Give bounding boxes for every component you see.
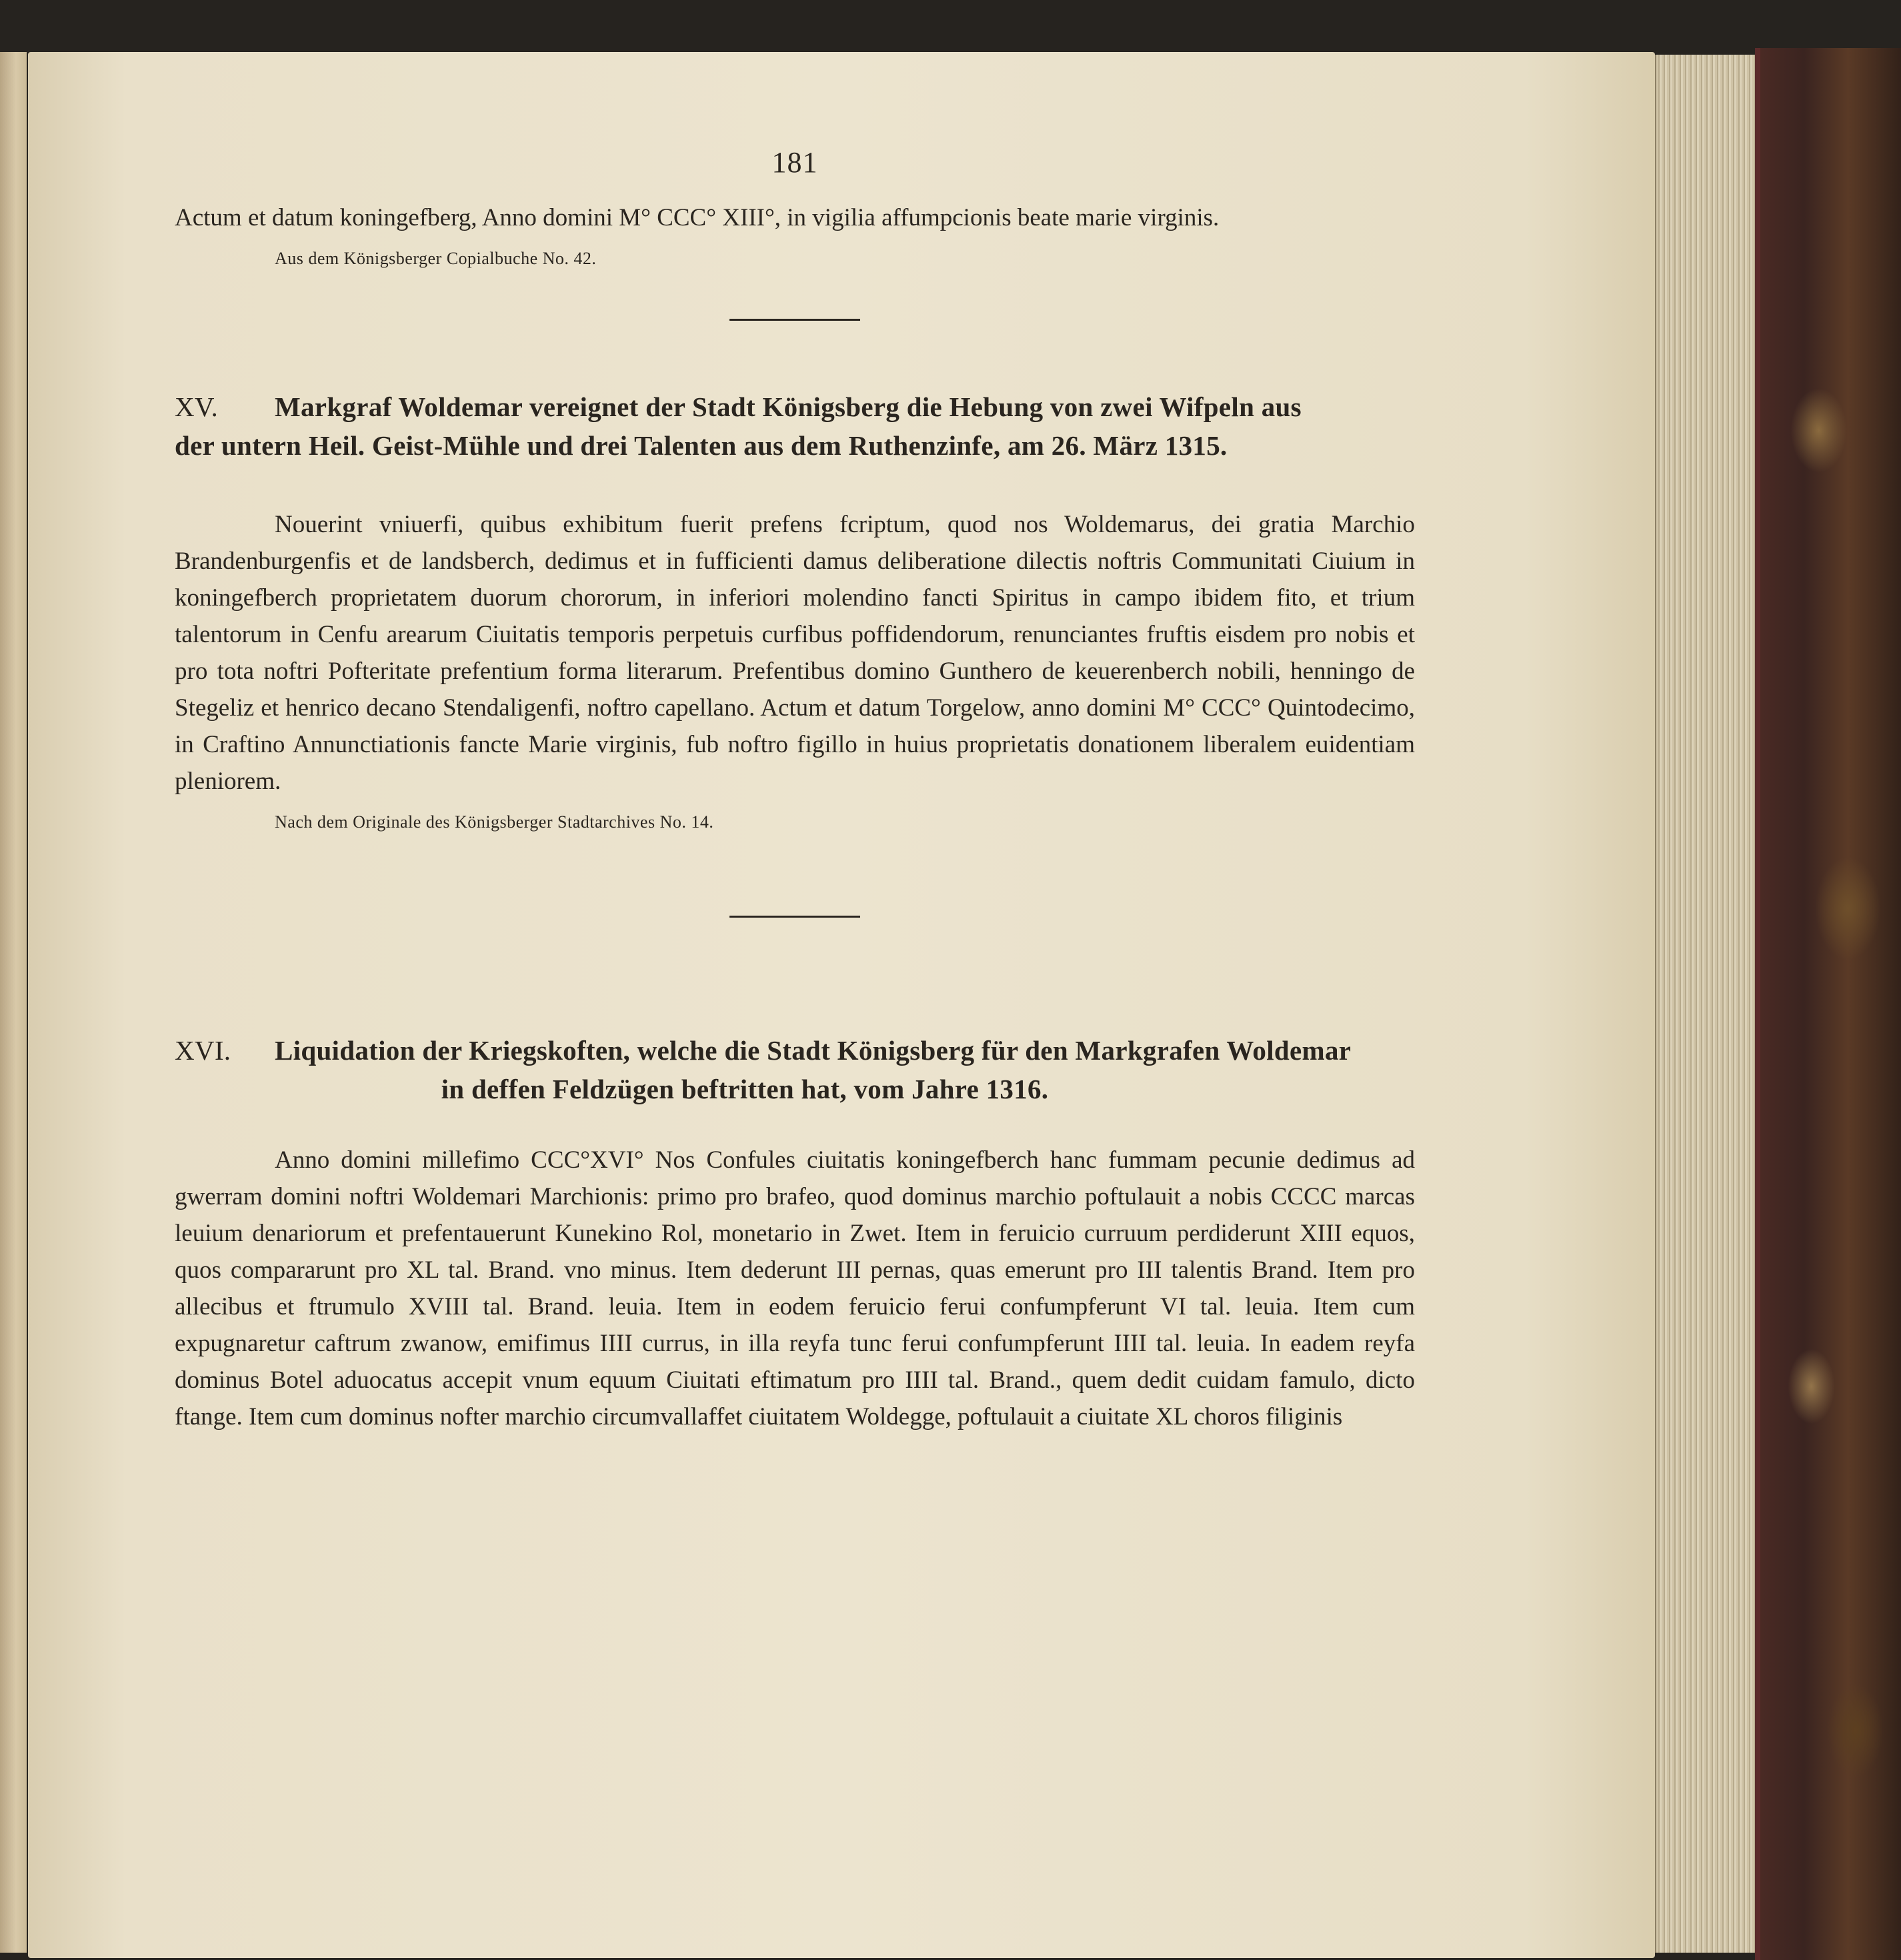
top-paragraph: Actum et datum koningefberg, Anno domini M° CCC° XIII°, in vigilia affumpcionis beate marie virginis.: [175, 204, 1220, 231]
facing-page-edge: [0, 52, 27, 1953]
section-xvi-heading: [175, 1031, 1415, 1108]
section-divider: [729, 319, 860, 321]
section-xvi-title-line2: in deffen Feldzügen beftritten hat, vom Jahre 1316.: [441, 1074, 1049, 1104]
section-xvi-title-line1: Liquidation der Kriegskoften, welche die Stadt Königsberg für den Markgrafen Woldemar: [275, 1035, 1352, 1066]
section-xv-title-line1: Markgraf Woldemar vereignet der Stadt Königsberg die Hebung von zwei Wifpeln aus: [275, 391, 1302, 422]
top-source-note: Aus dem Königsberger Copialbuche No. 42.: [275, 249, 597, 268]
section-xv-heading: [175, 387, 1415, 465]
section-xv-number: XV.: [175, 391, 219, 422]
section-xv-body: Nouerint vniuerfi, quibus exhibitum fuerit prefens fcriptum, quod nos Woldemarus, dei gratia Marchio Brandenburgenfis et de landsberch, dedimus et in fufficienti damus deliberatione dilectis noftris Communitati Ciuium in koningefberch proprietatem duorum chororum, in inferiori molendino fancti Spiritus in campo ibidem fito, et trium talentorum in Cenfu arearum Ciuitatis temporis perpetuis curfibus poffidendorum, renunciantes fruftis eisdem pro nobis et pro tota noftri Pofteritate prefentium forma literarum. Prefentibus domino Gunthero de keuerenberch nobili, henningo de Stegeliz et henrico decano Stendaligenfi, noftro capellano. Actum et datum Torgelow, anno domini M° CCC° Quintodecimo, in Craftino Annunctiationis fancte Marie virginis, fub noftro figillo in huius proprietatis donationem liberalem euidentiam pleniorem.: [175, 511, 1415, 795]
section-divider: [729, 916, 860, 918]
page-number: 181: [771, 146, 818, 179]
section-xvi-number: XVI.: [175, 1035, 231, 1066]
page-content: [175, 120, 1415, 1435]
section-xv-source-note: Nach dem Originale des Königsberger Stadtarchives No. 14.: [275, 812, 714, 832]
section-xvi-body: Anno domini millefimo CCC°XVI° Nos Confules ciuitatis koningefberch hanc fummam pecunie dedimus ad gwerram domini noftri Woldemari Marchionis: primo pro brafeo, quod dominus marchio poftulauit a nobis CCCC marcas leuium denariorum et prefentauerunt Kunekino Rol, monetario in Zwet. Item in feruicio curruum perdiderunt XIII equos, quos compararunt pro XL tal. Brand. vno minus. Item dederunt III pernas, quas emerunt pro III talentis Brand. Item pro allecibus et ftrumulo XVIII tal. Brand. leuia. Item in eodem feruicio ferui confumpferunt VI tal. leuia. Item cum expugnaretur caftrum zwanow, emifimus IIII currus, in illa reyfa tunc ferui confumpferunt IIII tal. leuia. In eadem reyfa dominus Botel aduocatus accepit vnum equum Ciuitati eftimatum pro IIII tal. Brand., quem dedit cuidam famulo, dicto ftange. Item cum dominus nofter marchio circumvallaffet ciuitatem Woldegge, poftulauit a ciuitate XL choros filiginis: [175, 1146, 1415, 1430]
section-xv-title-line2: der untern Heil. Geist-Mühle und drei Talenten aus dem Ruthenzinfe, am 26. März 1315.: [175, 430, 1228, 461]
marbled-cover-board: [1755, 48, 1901, 1960]
page-stack-edges: [1655, 55, 1756, 1953]
